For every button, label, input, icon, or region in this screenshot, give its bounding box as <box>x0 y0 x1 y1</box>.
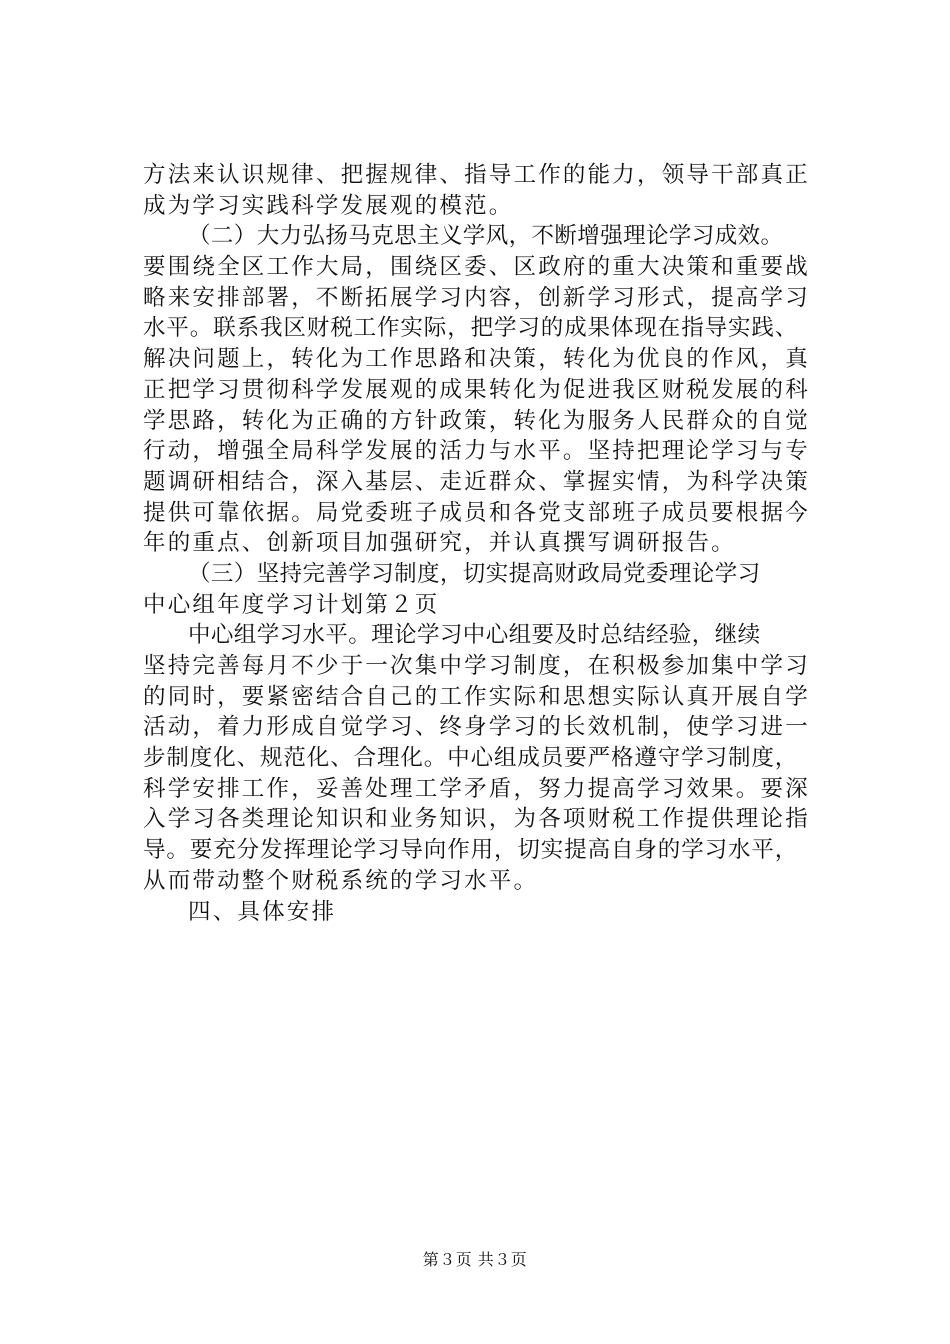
paragraph-heading: （三）坚持完善学习制度，切实提高财政局党委理论学习 <box>188 560 761 587</box>
text-line: 入学习各类理论知识和业务知识，为各项财税工作提供理论指 <box>143 806 810 833</box>
text-line: 科学安排工作，妥善处理工学矛盾，努力提高学习效果。要深 <box>143 775 810 802</box>
paragraph-first-line: 中心组学习水平。理论学习中心组要及时总结经验，继续 <box>188 622 761 649</box>
text-line: 提供可靠依据。局党委班子成员和各党支部班子成员要根据今 <box>143 499 810 526</box>
text-line: 要围绕全区工作大局，围绕区委、区政府的重大决策和重要战 <box>143 254 810 281</box>
text-line: 题调研相结合，深入基层、走近群众、掌握实情，为科学决策 <box>143 468 810 495</box>
text-line: 成为学习实践科学发展观的模范。 <box>143 192 514 219</box>
text-line: 活动，着力形成自觉学习、终身学习的长效机制，使学习进一 <box>143 714 810 741</box>
section-heading: 四、具体安排 <box>188 898 337 925</box>
text-line: 中心组年度学习计划第２页 <box>143 591 440 618</box>
paragraph-heading: （二）大力弘扬马克思主义学风，不断增强理论学习成效。 <box>188 223 784 250</box>
text-line: 坚持完善每月不少于一次集中学习制度，在积极参加集中学习 <box>143 653 810 679</box>
document-body <box>143 160 855 927</box>
text-line: 年的重点、创新项目加强研究，并认真撰写调研报告。 <box>143 530 736 557</box>
text-line: 水平。联系我区财税工作实际，把学习的成果体现在指导实践、 <box>143 315 799 342</box>
text-line: 学思路，转化为正确的方针政策，转化为服务人民群众的自觉 <box>143 407 810 434</box>
text-line: 解决问题上，转化为工作思路和决策，转化为优良的作风，真 <box>143 346 810 373</box>
text-line: 步制度化、规范化、合理化。中心组成员要严格遵守学习制度， <box>143 745 799 772</box>
text-line: 略来安排部署，不断拓展学习内容，创新学习形式，提高学习 <box>143 284 810 311</box>
page-footer: 第３页 共３页 <box>422 1250 528 1269</box>
text-line: 导。要充分发挥理论学习导向作用，切实提高自身的学习水平， <box>143 837 799 864</box>
text-line: 从而带动整个财税系统的学习水平。 <box>143 867 539 894</box>
text-line: 正把学习贯彻科学发展观的成果转化为促进我区财税发展的科 <box>143 376 810 403</box>
text-line: 方法来认识规律、把握规律、指导工作的能力，领导干部真正 <box>143 162 810 188</box>
text-line: 的同时，要紧密结合自己的工作实际和思想实际认真开展自学 <box>143 683 810 710</box>
text-line: 行动，增强全局科学发展的活力与水平。坚持把理论学习与专 <box>143 438 810 465</box>
